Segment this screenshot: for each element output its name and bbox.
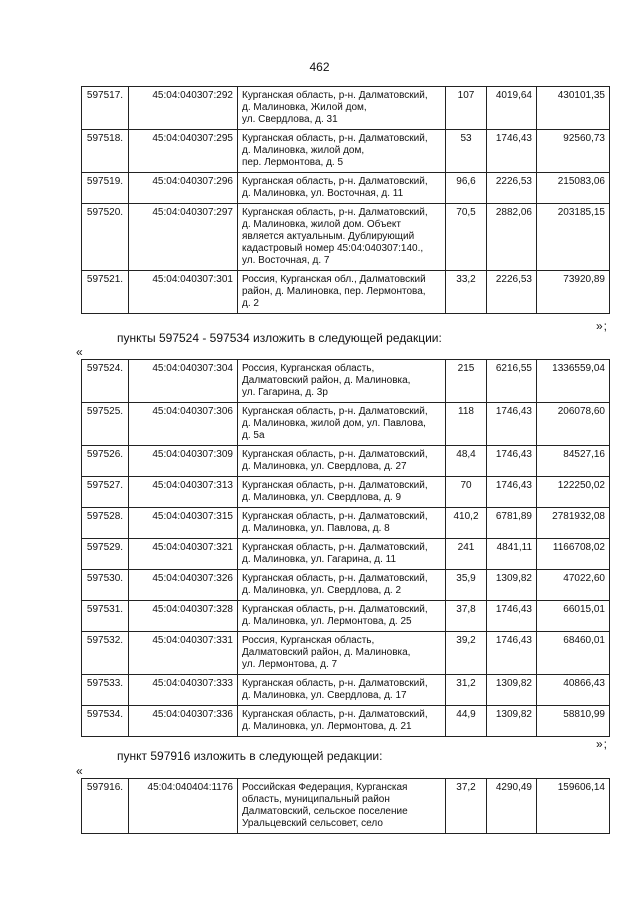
cadastral-number-cell: 45:04:040307:306: [129, 403, 238, 446]
area-cell: 215: [446, 360, 487, 403]
table-row: [82, 632, 610, 675]
rate-cell: 4841,11: [487, 539, 537, 570]
address-line: Россия, Курганская область,: [242, 363, 375, 374]
cadastral-number-cell: 45:04:040307:295: [129, 130, 238, 173]
cadastral-value-cell: 1336559,04: [537, 360, 610, 403]
property-table-3: [81, 778, 610, 834]
rate-cell: 1746,43: [487, 632, 537, 675]
table-row: [82, 675, 610, 706]
address-line: кадастровый номер 45:04:040307:140.,: [242, 243, 424, 254]
record-number-cell: 597532.: [82, 632, 129, 675]
address-line: д. 5а: [242, 430, 265, 441]
address-line: д. Малиновка, ул. Лермонтова, д. 25: [242, 616, 412, 627]
address-line: д. Малиновка, ул. Павлова, д. 8: [242, 523, 390, 534]
cadastral-value-cell: 73920,89: [537, 271, 610, 314]
address-line: Курганская область, р-н. Далматовский,: [242, 480, 428, 491]
area-cell: 33,2: [446, 271, 487, 314]
rate-cell: 4019,64: [487, 87, 537, 130]
address-line: д. Малиновка, ул. Свердлова, д. 17: [242, 690, 407, 701]
table-row: [82, 173, 610, 204]
area-cell: 96,6: [446, 173, 487, 204]
table-row: [82, 204, 610, 271]
address-line: д. Малиновка, ул. Свердлова, д. 9: [242, 492, 402, 503]
opening-quote: «: [76, 764, 83, 778]
record-number-cell: 597530.: [82, 570, 129, 601]
address-line: Курганская область, р-н. Далматовский,: [242, 542, 428, 553]
closing-quote: »;: [596, 737, 609, 751]
address-line: д. Малиновка, жилой дом, ул. Павлова,: [242, 418, 426, 429]
address-line: ул. Свердлова, д. 31: [242, 114, 338, 125]
address-cell: [238, 632, 446, 675]
area-cell: 44,9: [446, 706, 487, 737]
rate-cell: 2226,53: [487, 271, 537, 314]
area-cell: 410,2: [446, 508, 487, 539]
rate-cell: 6781,89: [487, 508, 537, 539]
record-number-cell: 597519.: [82, 173, 129, 204]
address-cell: [238, 779, 446, 834]
area-cell: 70,5: [446, 204, 487, 271]
area-cell: 48,4: [446, 446, 487, 477]
opening-quote: «: [76, 345, 83, 359]
cadastral-number-cell: 45:04:040307:336: [129, 706, 238, 737]
cadastral-value-cell: 122250,02: [537, 477, 610, 508]
address-line: Курганская область, р-н. Далматовский,: [242, 511, 428, 522]
address-line: д. Малиновка, ул. Восточная, д. 11: [242, 188, 404, 199]
table-row: [82, 601, 610, 632]
address-cell: [238, 570, 446, 601]
address-cell: [238, 675, 446, 706]
area-cell: 53: [446, 130, 487, 173]
address-cell: [238, 403, 446, 446]
page-number: 462: [309, 60, 330, 74]
address-line: Курганская область, р-н. Далматовский,: [242, 573, 428, 584]
area-cell: 37,2: [446, 779, 487, 834]
cadastral-value-cell: 159606,14: [537, 779, 610, 834]
cadastral-number-cell: 45:04:040307:301: [129, 271, 238, 314]
cadastral-value-cell: 47022,60: [537, 570, 610, 601]
address-cell: [238, 539, 446, 570]
address-line: д. Малиновка, жилой дом,: [242, 145, 365, 156]
record-number-cell: 597533.: [82, 675, 129, 706]
address-cell: [238, 601, 446, 632]
record-number-cell: 597518.: [82, 130, 129, 173]
address-cell: [238, 508, 446, 539]
address-cell: [238, 173, 446, 204]
address-line: пер. Лермонтова, д. 5: [242, 157, 344, 168]
table-row: [82, 360, 610, 403]
address-line: д. Малиновка, ул. Лермонтова, д. 21: [242, 721, 412, 732]
cadastral-number-cell: 45:04:040307:331: [129, 632, 238, 675]
address-line: д. Малиновка, ул. Свердлова, д. 27: [242, 461, 407, 472]
cadastral-number-cell: 45:04:040404:1176: [129, 779, 238, 834]
cadastral-number-cell: 45:04:040307:304: [129, 360, 238, 403]
address-line: область, муниципальный район: [242, 794, 390, 805]
table-row: [82, 539, 610, 570]
cadastral-value-cell: 2781932,08: [537, 508, 610, 539]
rate-cell: 1746,43: [487, 130, 537, 173]
record-number-cell: 597525.: [82, 403, 129, 446]
cadastral-value-cell: 68460,01: [537, 632, 610, 675]
address-cell: [238, 271, 446, 314]
property-table-1: [81, 86, 610, 314]
rate-cell: 6216,55: [487, 360, 537, 403]
rate-cell: 2882,06: [487, 204, 537, 271]
cadastral-value-cell: 66015,01: [537, 601, 610, 632]
address-line: ул. Восточная, д. 7: [242, 255, 330, 266]
table-row: [82, 477, 610, 508]
record-number-cell: 597527.: [82, 477, 129, 508]
cadastral-number-cell: 45:04:040307:292: [129, 87, 238, 130]
rate-cell: 1746,43: [487, 477, 537, 508]
area-cell: 37,8: [446, 601, 487, 632]
rate-cell: 1309,82: [487, 570, 537, 601]
address-line: д. Малиновка, Жилой дом,: [242, 102, 367, 113]
table-row: [82, 508, 610, 539]
cadastral-number-cell: 45:04:040307:333: [129, 675, 238, 706]
table-row: [82, 403, 610, 446]
address-line: д. Малиновка, ул. Гагарина, д. 11: [242, 554, 397, 565]
table-row: [82, 87, 610, 130]
address-line: Курганская область, р-н. Далматовский,: [242, 406, 428, 417]
cadastral-value-cell: 1166708,02: [537, 539, 610, 570]
rate-cell: 2226,53: [487, 173, 537, 204]
record-number-cell: 597517.: [82, 87, 129, 130]
address-line: Уральцевский сельсовет, село: [242, 818, 383, 829]
cadastral-number-cell: 45:04:040307:328: [129, 601, 238, 632]
address-line: является актуальным. Дублирующий: [242, 231, 415, 242]
table-row: [82, 446, 610, 477]
rate-cell: 1746,43: [487, 403, 537, 446]
address-cell: [238, 706, 446, 737]
rate-cell: 1746,43: [487, 446, 537, 477]
area-cell: 31,2: [446, 675, 487, 706]
address-cell: [238, 477, 446, 508]
cadastral-number-cell: 45:04:040307:315: [129, 508, 238, 539]
address-line: Российская Федерация, Курганская: [242, 782, 408, 793]
cadastral-value-cell: 58810,99: [537, 706, 610, 737]
cadastral-value-cell: 203185,15: [537, 204, 610, 271]
area-cell: 241: [446, 539, 487, 570]
address-line: Далматовский район, д. Малиновка,: [242, 375, 411, 386]
record-number-cell: 597529.: [82, 539, 129, 570]
address-line: Далматовский, сельское поселение: [242, 806, 408, 817]
address-line: Курганская область, р-н. Далматовский,: [242, 207, 428, 218]
table-row: [82, 130, 610, 173]
cadastral-value-cell: 92560,73: [537, 130, 610, 173]
record-number-cell: 597534.: [82, 706, 129, 737]
cadastral-value-cell: 215083,06: [537, 173, 610, 204]
address-line: ул. Лермонтова, д. 7: [242, 659, 338, 670]
address-line: Курганская область, р-н. Далматовский,: [242, 678, 428, 689]
record-number-cell: 597520.: [82, 204, 129, 271]
address-line: Курганская область, р-н. Далматовский,: [242, 709, 428, 720]
cadastral-value-cell: 84527,16: [537, 446, 610, 477]
area-cell: 70: [446, 477, 487, 508]
cadastral-value-cell: 206078,60: [537, 403, 610, 446]
amendment-paragraph: пункт 597916 изложить в следующей редакции:: [117, 749, 383, 763]
cadastral-number-cell: 45:04:040307:309: [129, 446, 238, 477]
address-line: Курганская область, р-н. Далматовский,: [242, 449, 428, 460]
record-number-cell: 597524.: [82, 360, 129, 403]
address-cell: [238, 204, 446, 271]
address-cell: [238, 360, 446, 403]
address-line: ул. Гагарина, д. 3р: [242, 387, 328, 398]
record-number-cell: 597531.: [82, 601, 129, 632]
address-line: Курганская область, р-н. Далматовский,: [242, 604, 428, 615]
address-line: д. Малиновка, ул. Свердлова, д. 2: [242, 585, 402, 596]
address-line: д. 2: [242, 298, 259, 309]
table-row: [82, 570, 610, 601]
table-row: [82, 706, 610, 737]
rate-cell: 1309,82: [487, 675, 537, 706]
record-number-cell: 597521.: [82, 271, 129, 314]
address-line: д. Малиновка, жилой дом. Объект: [242, 219, 401, 230]
record-number-cell: 597916.: [82, 779, 129, 834]
closing-quote: »;: [596, 319, 609, 333]
area-cell: 35,9: [446, 570, 487, 601]
amendment-paragraph: пункты 597524 - 597534 изложить в следующей редакции:: [117, 331, 442, 345]
address-cell: [238, 87, 446, 130]
address-cell: [238, 130, 446, 173]
cadastral-value-cell: 40866,43: [537, 675, 610, 706]
table-row: [82, 271, 610, 314]
area-cell: 107: [446, 87, 487, 130]
address-line: район, д. Малиновка, пер. Лермонтова,: [242, 286, 426, 297]
address-line: Курганская область, р-н. Далматовский,: [242, 90, 428, 101]
address-line: Далматовский район, д. Малиновка,: [242, 647, 411, 658]
rate-cell: 1746,43: [487, 601, 537, 632]
cadastral-number-cell: 45:04:040307:321: [129, 539, 238, 570]
property-table-2: [81, 359, 610, 737]
address-line: Россия, Курганская область,: [242, 635, 375, 646]
area-cell: 39,2: [446, 632, 487, 675]
rate-cell: 1309,82: [487, 706, 537, 737]
cadastral-number-cell: 45:04:040307:326: [129, 570, 238, 601]
cadastral-number-cell: 45:04:040307:296: [129, 173, 238, 204]
cadastral-number-cell: 45:04:040307:297: [129, 204, 238, 271]
table-row: [82, 779, 610, 834]
address-cell: [238, 446, 446, 477]
record-number-cell: 597526.: [82, 446, 129, 477]
address-line: Курганская область, р-н. Далматовский,: [242, 176, 428, 187]
rate-cell: 4290,49: [487, 779, 537, 834]
record-number-cell: 597528.: [82, 508, 129, 539]
cadastral-value-cell: 430101,35: [537, 87, 610, 130]
cadastral-number-cell: 45:04:040307:313: [129, 477, 238, 508]
area-cell: 118: [446, 403, 487, 446]
address-line: Курганская область, р-н. Далматовский,: [242, 133, 428, 144]
address-line: Россия, Курганская обл., Далматовский: [242, 274, 426, 285]
